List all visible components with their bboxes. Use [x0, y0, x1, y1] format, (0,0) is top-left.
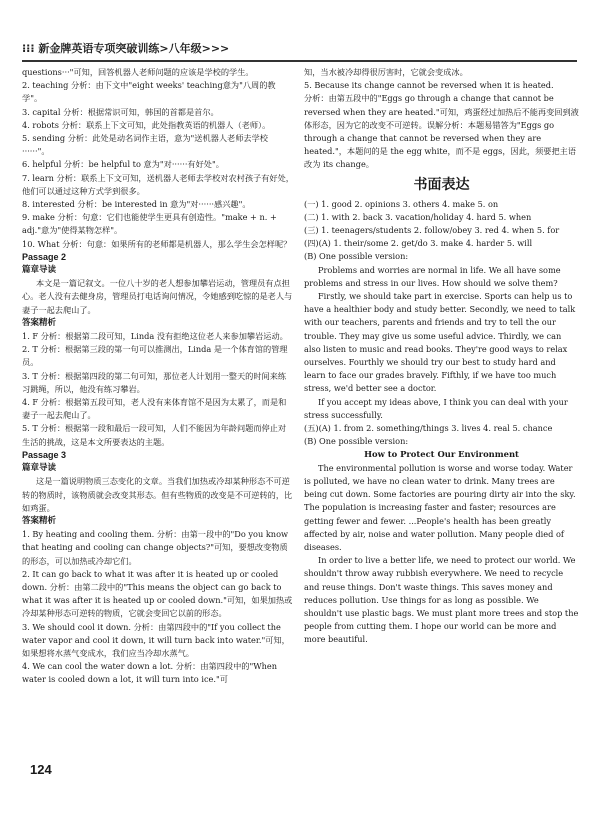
answer-line: 10. What 分析：句意：如果所有的老师都是机器人，那么学生会怎样呢？ [22, 238, 292, 249]
page-number: 124 [30, 762, 52, 777]
answer-line: 知，当水被冷却得很厉害时，它就会变成冰。 [304, 67, 468, 77]
paragraph: If you accept my ideas above, I think you can deal with your stress successfully. [304, 396, 568, 420]
grid-icon: ⁝⁝⁝ [22, 42, 35, 55]
answer-line: (B) One possible version: [304, 251, 409, 262]
left-column [22, 66, 294, 687]
page-header [22, 40, 442, 58]
answer-line: 9. make 分析：句意：它们也能使学生更具有创造性。"make + n. + adj."意为"使得某物怎样"。 [22, 212, 277, 236]
essay-title: How to Protect Our Environment [364, 449, 519, 460]
answer-line: (五)(A) 1. from 2. something/things 3. lives 4. real 5. chance [304, 423, 553, 434]
answer-line: 4. We can cool the water down a lot. 分析：由第四段中的"When water is cooled down a lot, it will turn into ice."可 [22, 661, 278, 685]
header-title: 新金牌英语专项突破训练>八年级>>> [38, 42, 230, 55]
answer-line: 2. T 分析：根据第三段的第一句可以推测出，Linda 是一个体育馆的管理员。 [22, 344, 288, 368]
answer-line: 2. teaching 分析：由下文中"eight weeks' teaching意为"八周的教学"。 [22, 80, 276, 104]
answer-line: 1. F 分析：根据第二段可知，Linda 没有拒绝这位老人来参加攀岩运动。 [22, 331, 288, 342]
answer-line: 5. T 分析：根据第一段和最后一段可知，人们不能因为年龄问题而停止对生活的挑战，这是本文所要表达的主题。 [22, 423, 287, 447]
answer-line: 3. capital 分析：根据常识可知，韩国的首都是首尔。 [22, 106, 219, 117]
right-column-bottom [304, 198, 579, 647]
section-title-writing: 书面表达 [413, 176, 470, 193]
paragraph: Firstly, we should take part in exercise. Sports can help us to have a healthier body and study better. Secondly, we need to talk with our teachers, parents and friends and try to tell the our trouble. They may give us some useful advice. Thirdly, we can also listen to music and read books. They're good ways to relax ourselves. Fourthly we should try our best to study hard and learn to face our grades bravely. Fifthly, if we have too much stress, we'd better see a doctor. [304, 291, 576, 394]
answer-line: 6. helpful 分析：be helpful to 意为"对······有好处"。 [22, 159, 224, 170]
passage-heading: Passage 3 [22, 449, 67, 460]
section-subheading: 答案精析 [22, 515, 57, 526]
right-column-top [304, 66, 579, 172]
passage-heading: Passage 2 [22, 251, 67, 262]
paragraph: In order to live a better life, we need to protect our world. We shouldn't throw away rubbish everywhere. We need to recycle and reuse things. Don't waste things. This saves money and reduces pollution. Use things for as long as possible. We shouldn't use plastic bags. We must plant more trees and stop the people from cutting them. I hope our world can be more and more beautiful. [304, 555, 579, 645]
answer-line: (一) 1. good 2. opinions 3. others 4. make 5. on [304, 198, 499, 209]
paragraph: Problems and worries are normal in life. We all have some problems and stress in our lives. How should we solve them? [304, 264, 561, 288]
header-divider [22, 60, 577, 62]
answer-line: 7. learn 分析：联系上下文可知，送机器人老师去学校对农村孩子有好处，他们可以通过这种方式学到很多。 [22, 172, 294, 196]
answer-line: 2. It can go back to what it was after it is heated up or cooled down. 分析：由第二段中的"This means the object can go back to what it was after it is heated up or cooled down."可知，如果加热或冷却某种形态可逆转的物质，它就会变回它以前的形态。 [22, 568, 293, 619]
answer-line: (二) 1. with 2. back 3. vacation/holiday 4. hard 5. when [304, 211, 532, 222]
answer-line: 分析：由第五段中的"Eggs go through a change that cannot be reversed when they are heated."可知，鸡蛋经过加热后不能再变回到液体形态，因为它的改变不可逆转。误解分析：本题易错答为"Eggs go through a change that cannot be reversed when they are heated."，本题问的是 the egg white，而不是 eggs，因此，须要把主语改为 its change。 [304, 93, 579, 170]
answer-line: 1. By heating and cooling them. 分析：由第一段中的"Do you know that heating and cooling can change objects?"可知，要想改变物质的形态，可以加热或冷却它们。 [22, 529, 289, 566]
answer-line: questions···"可知，回答机器人老师问题的应该是学校的学生。 [22, 67, 254, 77]
answer-line: (三) 1. teenagers/students 2. follow/obey 3. red 4. when 5. for [304, 225, 560, 236]
right-column [304, 66, 579, 647]
answer-line: 4. F 分析：根据第五段可知，老人没有来体育馆不是因为太累了，而是和妻子一起去爬山了。 [22, 397, 287, 421]
section-subheading: 篇章导读 [22, 463, 57, 474]
paragraph: 本文是一篇记叙文。一位八十岁的老人想参加攀岩运动，管理员有点担心。老人没有去健身房，管理员打电话询问情况，令她感到吃惊的是老人与妻子一起去爬山了。 [22, 278, 293, 315]
answer-line: 3. We should cool it down. 分析：由第四段中的"If you collect the water vapor and cool it down, it will turn back into water."可知，如果想将水蒸气变成水，我们应当冷却水蒸气。 [22, 621, 290, 658]
watermark-logo [440, 745, 590, 820]
answer-line: 5. sending 分析：此处是动名词作主语，意为"送机器人老师去学校······"。 [22, 133, 268, 157]
answer-line: 5. Because its change cannot be reversed when it is heated. [304, 80, 554, 91]
answer-line: 4. robots 分析：联系上下文可知，此处指教英语的机器人（老师）。 [22, 119, 271, 130]
answer-line: (四)(A) 1. their/some 2. get/do 3. make 4. harder 5. will [304, 238, 533, 249]
answer-line: 3. T 分析：根据第四段的第二句可知，那位老人计划用一整天的时间来练习跳绳，所以，他没有练习攀岩。 [22, 370, 287, 394]
answer-line: 8. interested 分析：be interested in 意为"对······感兴趣"。 [22, 199, 251, 210]
section-subheading: 答案精析 [22, 317, 57, 328]
section-subheading: 篇章导读 [22, 265, 57, 276]
paragraph: 这是一篇说明物质三态变化的文章。当我们加热或冷却某种形态不可逆转的物质时，该物质就会改变其形态。但有些物质的改变是不可逆转的，比如鸡蛋。 [22, 476, 293, 513]
paragraph: The environmental pollution is worse and worse today. Water is polluted, we have no clean water to drink. Many trees are being cut down. Some factories are pouring dirty air into the sky. The population is increasing faster and faster; resources are getting fewer and fewer. ...People's health has been greatly affected by air, noise and water pollution. Many people died of diseases. [304, 462, 576, 552]
answer-line: (B) One possible version: [304, 436, 409, 447]
